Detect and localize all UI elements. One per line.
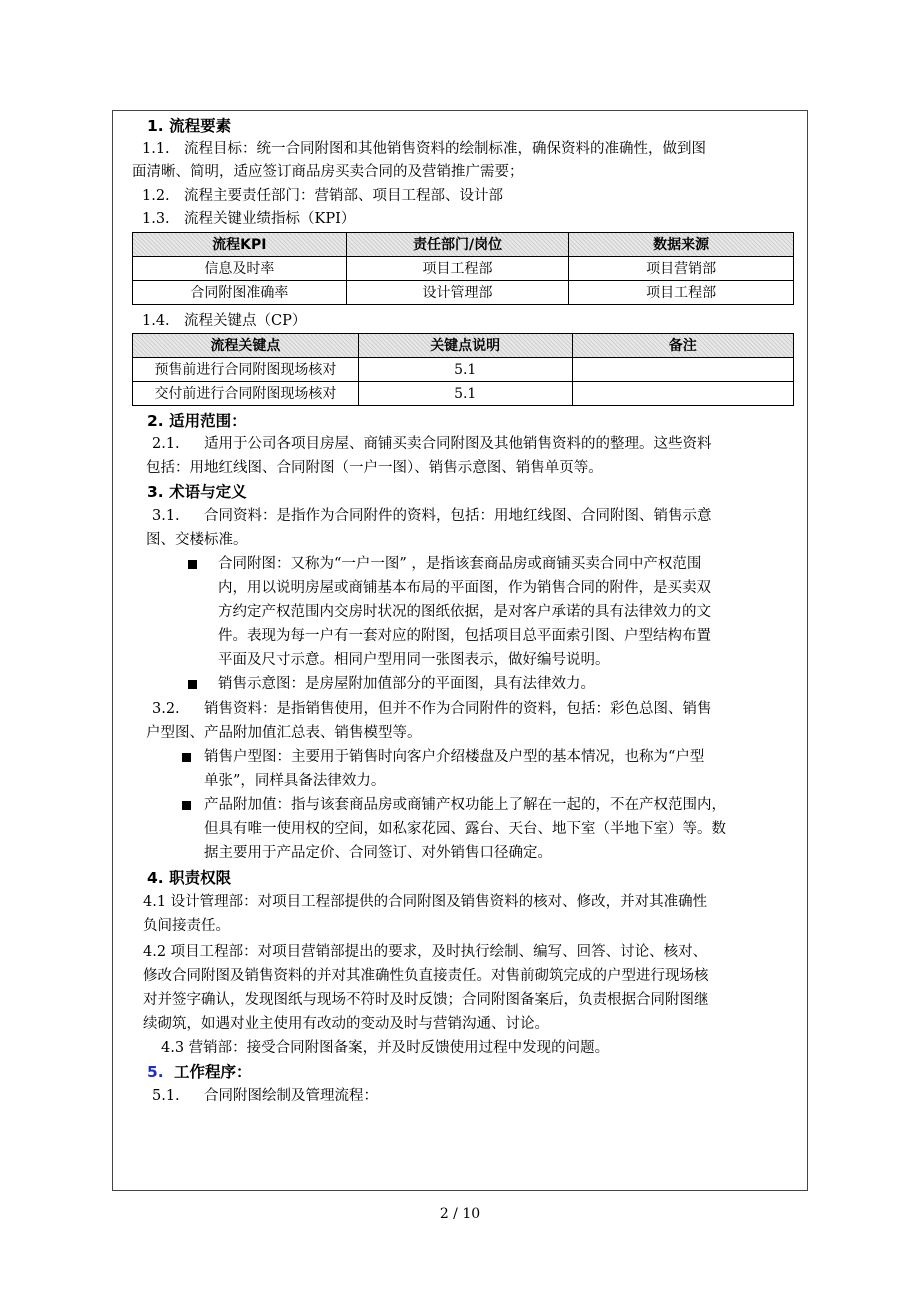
item-3-2-text: 销售资料：是指销售使用，但并不作为合同附件的资料，包括：彩色总图、销售: [204, 701, 712, 717]
table-cell: 交付前进行合同附图现场核对: [133, 382, 359, 406]
cp-header-cell: 流程关键点: [133, 334, 359, 358]
item-3-2-text-cont: 户型图、产品附加值汇总表、销售模型等。: [146, 725, 422, 741]
bullet-square-icon: [182, 801, 191, 810]
section-5-heading: 工作程序：: [174, 1063, 252, 1081]
table-cell: 合同附图准确率: [133, 281, 347, 305]
section-5-number: 5.: [147, 1063, 164, 1081]
item-1-1-number: 1.1.: [142, 141, 170, 157]
item-2-1-text-cont: 包括：用地红线图、合同附图（一户一图）、销售示意图、销售单页等。: [146, 460, 603, 476]
kpi-header-cell: 数据来源: [569, 233, 794, 257]
bullet-1-line: 合同附图：又称为“一户一图” ，是指该套商品房或商铺买卖合同中产权范围: [218, 556, 702, 572]
item-1-4-text: 流程关键点（CP）: [184, 313, 307, 329]
bullet-4-line: 但具有唯一使用权的空间，如私家花园、露台、天台、地下室（半地下室）等。数: [204, 821, 726, 837]
item-5-1-number: 5.1.: [152, 1088, 180, 1104]
item-1-3-text: 流程关键业绩指标（KPI）: [184, 211, 356, 227]
table-row: [133, 257, 794, 281]
item-1-2-text: 流程主要责任部门：营销部、项目工程部、设计部: [184, 188, 503, 204]
item-5-1-text: 合同附图绘制及管理流程：: [204, 1088, 378, 1104]
table-cell: 项目营销部: [569, 257, 794, 281]
table-cell: 项目工程部: [569, 281, 794, 305]
item-4-2-line: 4.2 项目工程部：对项目营销部提出的要求，及时执行绘制、编写、回答、讨论、核对、: [143, 944, 708, 960]
item-3-2-number: 3.2.: [152, 701, 180, 717]
bullet-square-icon: [188, 560, 197, 569]
section-1-heading: 1. 流程要素: [147, 117, 232, 135]
section-3-heading: 3. 术语与定义: [147, 483, 247, 501]
item-1-4-number: 1.4.: [142, 313, 170, 329]
kpi-header-cell: 责任部门/岗位: [346, 233, 569, 257]
table-cell: [572, 382, 794, 406]
table-cell: 项目工程部: [346, 257, 569, 281]
table-row: [133, 382, 794, 406]
cp-header-cell: 备注: [572, 334, 794, 358]
item-4-1-line: 4.1 设计管理部：对项目工程部提供的合同附图及销售资料的核对、修改，并对其准确性: [143, 894, 708, 910]
item-4-2-line: 修改合同附图及销售资料的并对其准确性负直接责任。对售前砌筑完成的户型进行现场核: [143, 968, 709, 984]
kpi-header-row: [133, 233, 794, 257]
item-4-2-line: 对并签字确认，发现图纸与现场不符时及时反馈；合同附图备案后，负责根据合同附图继: [143, 992, 709, 1008]
table-cell: 设计管理部: [346, 281, 569, 305]
item-4-3-text: 4.3 营销部：接受合同附图备案，并及时反馈使用过程中发现的问题。: [161, 1040, 610, 1056]
page-number: 2 / 10: [439, 1206, 481, 1222]
table-row: [133, 358, 794, 382]
item-1-1-text: 流程目标：统一合同附图和其他销售资料的绘制标准，确保资料的准确性，做到图: [184, 141, 706, 157]
table-cell: 信息及时率: [133, 257, 347, 281]
bullet-1-line: 件。表现为每一户有一套对应的附图，包括项目总平面索引图、户型结构布置: [218, 628, 711, 644]
item-4-1-line: 负间接责任。: [143, 918, 230, 934]
bullet-2-text: 销售示意图：是房屋附加值部分的平面图，具有法律效力。: [218, 676, 595, 692]
item-3-1-text: 合同资料：是指作为合同附件的资料，包括：用地红线图、合同附图、销售示意: [204, 508, 712, 524]
bullet-square-icon: [182, 753, 191, 762]
bullet-4-line: 据主要用于产品定价、合同签订、对外销售口径确定。: [204, 845, 552, 861]
item-1-2-number: 1.2.: [142, 188, 170, 204]
cp-header-cell: 关键点说明: [358, 334, 572, 358]
bullet-1-line: 平面及尺寸示意。相同户型用同一张图表示，做好编号说明。: [218, 652, 610, 668]
bullet-1-line: 方约定产权范围内交房时状况的图纸依据，是对客户承诺的具有法律效力的文: [218, 604, 711, 620]
item-1-3-number: 1.3.: [142, 211, 170, 227]
item-1-1-text-cont: 面清晰、简明，适应签订商品房买卖合同的及营销推广需要；: [132, 164, 524, 180]
bullet-3-line: 销售户型图：主要用于销售时向客户介绍楼盘及户型的基本情况，也称为“户型: [204, 749, 705, 765]
table-cell: [572, 358, 794, 382]
bullet-3-line: 单张”，同样具备法律效力。: [204, 773, 386, 789]
item-3-1-text-cont: 图、交楼标准。: [146, 532, 248, 548]
table-cell: 5.1: [358, 382, 572, 406]
cp-header-row: [133, 334, 794, 358]
item-2-1-number: 2.1.: [152, 436, 180, 452]
section-4-heading: 4. 职责权限: [147, 869, 232, 887]
table-row: [133, 281, 794, 305]
section-2-heading: 2. 适用范围：: [147, 412, 247, 430]
kpi-table: [132, 232, 794, 305]
bullet-1-line: 内，用以说明房屋或商铺基本布局的平面图，作为销售合同的附件，是买卖双: [218, 580, 711, 596]
table-cell: 5.1: [358, 358, 572, 382]
kpi-header-cell: 流程KPI: [133, 233, 347, 257]
cp-table: [132, 333, 794, 406]
item-2-1-text: 适用于公司各项目房屋、商铺买卖合同附图及其他销售资料的的整理。这些资料: [204, 436, 712, 452]
bullet-4-line: 产品附加值：指与该套商品房或商铺产权功能上了解在一起的，不在产权范围内，: [204, 797, 726, 813]
item-4-2-line: 续砌筑，如遇对业主使用有改动的变动及时与营销沟通、讨论。: [143, 1016, 549, 1032]
table-cell: 预售前进行合同附图现场核对: [133, 358, 359, 382]
bullet-square-icon: [188, 680, 197, 689]
item-3-1-number: 3.1.: [152, 508, 180, 524]
